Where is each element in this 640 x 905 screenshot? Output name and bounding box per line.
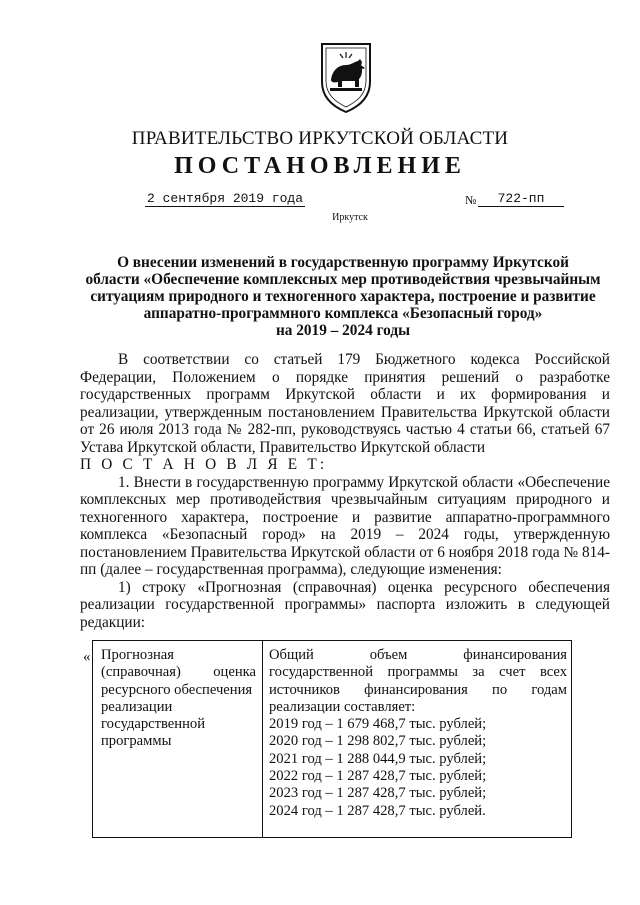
decree-word: П О С Т А Н О В Л Я Е Т: [80, 456, 328, 473]
year-amount-row: 2024 год – 1 287 428,7 тыс. рублей. [269, 802, 486, 819]
label-line: ресурсного обеспечения [101, 681, 253, 698]
financing-intro: Общий объем финансирования государственной программы за счет всех источников финансирования по годам реализации составляет: [269, 647, 567, 715]
year-amount-row: 2023 год – 1 287 428,7 тыс. рублей; [269, 785, 487, 802]
table-label-cell [93, 641, 263, 837]
title-line: О внесении изменений в государственную программу Иркутской [117, 254, 569, 271]
irkutsk-coat-of-arms-icon [318, 40, 374, 114]
preamble-paragraph: В соответствии со статьей 179 Бюджетного кодекса Российской Федерации, Положением о порядке принятия решений о разработке государственных программ Иркутской области и их формирования и реализации, утвержденным постановлением Правительства Иркутской области от 26 июля 2013 года № 282-пп, руководствуясь частью 4 статьи 66, статьей 67 Устава Иркутской области, Правительство Иркутской области [80, 351, 610, 456]
year-amount-row: 2020 год – 1 298 802,7 тыс. рублей; [269, 733, 487, 750]
subpoint-1-paragraph: 1) строку «Прогнозная (справочная) оценка ресурсного обеспечения реализации государственной программы» паспорта изложить в следующей редакции: [80, 578, 610, 631]
city-name: Иркутск [332, 212, 368, 223]
date-value: 2 сентября 2019 года [147, 191, 304, 206]
title-line: ситуациям природного и техногенного характера, построение и развитие [90, 288, 596, 305]
label-line: реализации [101, 698, 173, 715]
organization-name: ПРАВИТЕЛЬСТВО ИРКУТСКОЙ ОБЛАСТИ [131, 128, 509, 149]
point-1-paragraph: 1. Внести в государственную программу Иркутской области «Обеспечение комплексных мер противодействия чрезвычайным ситуациям природного и техногенного характера, построение и развитие аппаратно-программного комплекса «Безопасный город» на 2019 – 2024 годы, утвержденную постановлением Правительства Иркутской области от 6 ноября 2018 года № 814-пп (далее – государственная программа), следующие изменения: [80, 473, 610, 578]
document-number: 722-пп [478, 191, 564, 207]
opening-quote: « [83, 649, 91, 665]
title-line: области «Обеспечение комплексных мер противодействия чрезвычайным [85, 271, 601, 288]
title-line: аппаратно-программного комплекса «Безопасный город» [143, 305, 543, 322]
label-line: Прогнозная [101, 647, 174, 663]
label-line: государственной [101, 716, 206, 733]
year-amount-row: 2019 год – 1 679 468,7 тыс. рублей; [269, 716, 487, 733]
document-type: ПОСТАНОВЛЕНИЕ [174, 153, 466, 179]
year-amount-row: 2021 год – 1 288 044,9 тыс. рублей; [269, 750, 487, 767]
document-body [80, 351, 610, 631]
title-line: на 2019 – 2024 годы [275, 322, 411, 339]
document-date [145, 191, 305, 206]
table-value-cell [263, 641, 571, 837]
label-line: программы [101, 733, 172, 750]
label-line: (справочная) оценка [101, 664, 256, 681]
passport-table [92, 640, 572, 838]
year-amount-row: 2022 год – 1 287 428,7 тыс. рублей; [269, 768, 487, 785]
document-title [78, 254, 608, 339]
number-label: № [465, 193, 477, 207]
